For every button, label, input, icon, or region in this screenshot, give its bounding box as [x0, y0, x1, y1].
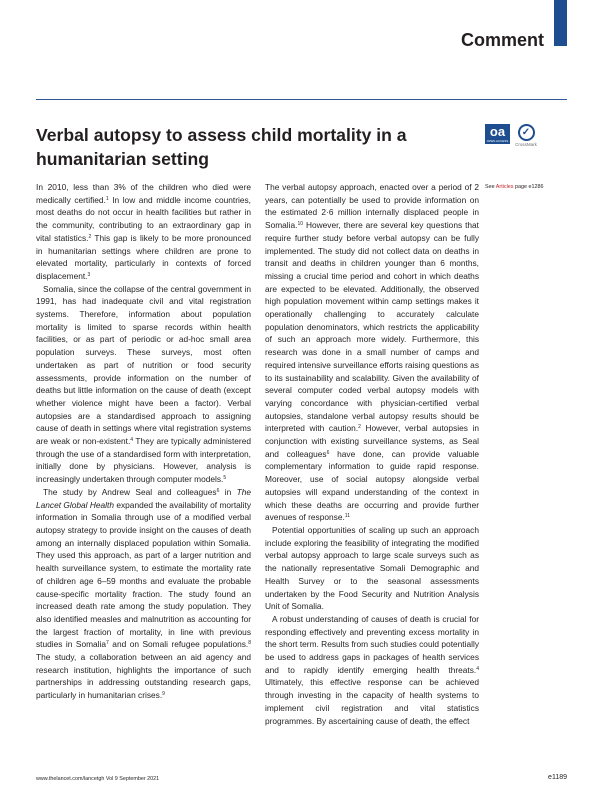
body-paragraph [36, 486, 251, 702]
header-rule [36, 99, 567, 100]
articles-link[interactable]: Articles [495, 184, 514, 190]
reference-marker[interactable]: 4 [476, 665, 479, 672]
reference-marker[interactable]: 10 [297, 221, 304, 228]
oa-badge-label: oa [489, 124, 506, 139]
text-run: The verbal autopsy approach, enacted over a period of 2 years, can potentially be used to provide information on the estimated 2·6 million internally displaced people in Somalia. [265, 182, 479, 231]
reference-marker[interactable]: 6 [326, 449, 330, 456]
related-article-note [485, 184, 543, 190]
text-run: They are typically administered through the use of a standardised form with interpretation, initially done by physicians. However, analysis is increasingly undertaken through computer models. [36, 436, 251, 485]
section-label: Comment [460, 30, 544, 50]
text-run: However, there are several key questions that require further study before verbal autopsy can be fully implemented. The study did not collect data on deaths in transit and deaths in children younger than 6 months, missing a crucial time period and cohort in which deaths are expected to be elevated. Additionally, the observed high population movement within camp settings makes it operationally challenging to accurately calculate population denominators, which restricts the applicability of such an approach more widely. Furthermore, this research was done in a small number of camps and required intensive surveillance efforts raising questions as to its sustainability and scalability. Given the availability of several computer coded verbal autopsy models with varying concordance with physician-certified verbal autopsies, standalone verbal autopsy results should be interpreted with caution. [265, 220, 479, 434]
body-column-left [36, 181, 251, 702]
crossmark-circle: ✓ [518, 124, 535, 141]
page-number: e1189 [548, 774, 567, 781]
text-run: In low and middle income countries, most deaths do not occur in health facilities but rather in the community, contributing to an extraordinary gap in vital statistics. [36, 194, 251, 243]
reference-marker[interactable]: 11 [344, 513, 350, 520]
text-run: A robust understanding of causes of death is crucial for responding effectively and preventing excess mortality in the short term. Results from such studies could potentially be used to address gaps in packages of health services and to rapidly identify emerging health threats. [265, 613, 479, 675]
footer-journal-info: www.thelancet.com/lancetgh Vol 9 September 2021 [36, 776, 160, 782]
text-run: The study, a collaboration between an aid agency and research institution, highlights the importance of such partnerships in addressing outstanding research gaps, particularly in humanitarian crises. [36, 652, 251, 701]
text-run: However, verbal autopsies in conjunction with existing surveillance systems, as Seal and colleagues [265, 423, 479, 459]
body-paragraph [265, 613, 479, 727]
journal-name: The Lancet Global Health [36, 486, 251, 510]
badges [485, 124, 539, 147]
text-run: Somalia, since the collapse of the central government in 1991, has had inadequate civil and vital registration systems. Therefore, information about population mortality is limited to sparse records within health facilities, or as part of periodic or ad-hoc small area population surveys. These surveys, most often undertaken as part of nutrition or food security assessments, provide information on the number of deaths but little information on the cause of death (except whether violence might have been a factor). Verbal autopsies are a standardised approach to assigning cause of death in settings where vital registration systems are weak or non-existent. [36, 283, 251, 447]
journal-edge-bar [554, 0, 567, 46]
text-run: expanded the availability of mortality information in Somalia through use of a modified verbal autopsy strategy to provide insight on the causes of death among an internally displaced population within Somalia. They used this approach, as part of a larger nutrition and health surveillance system, to estimate the mortality rate of children age 6–59 months and evaluate the probable cause-specific mortality fraction. The study found an increased death rate among the study population. They also identified measles and malnutrition as accounting for the largest fraction of mortality, in line with previous studies in Somalia [36, 499, 251, 650]
reference-marker[interactable]: 1 [105, 195, 109, 202]
body-paragraph [265, 181, 479, 524]
open-access-icon[interactable] [485, 124, 510, 144]
article-title: Verbal autopsy to assess child mortality in a humanitarian setting [36, 125, 407, 169]
text-run: In 2010, less than 3% of the children who died were medically certified. [36, 182, 251, 205]
text-run: and on Somali refugee populations. [108, 639, 249, 650]
reference-marker[interactable]: 2 [358, 424, 361, 431]
crossmark-label: CrossMark [515, 142, 537, 147]
text-run: have done, can provide valuable complementary information to guide rapid response. Moreover, use of social autopsy alongside verbal autopsies will expand understanding of the context in which these deaths are occurring and provide further avenues of response. [265, 448, 479, 523]
reference-marker[interactable]: 4 [130, 437, 134, 444]
reference-marker[interactable]: 8 [248, 640, 252, 647]
body-paragraph [265, 524, 479, 613]
text-run: This gap is likely to be more pronounced in humanitarian settings where children are prone to elevated mortality, particularly in contexts of forced displacement. [36, 232, 251, 281]
reference-marker[interactable]: 5 [223, 475, 227, 482]
reference-marker[interactable]: 3 [87, 271, 91, 278]
text-run: in [219, 486, 237, 497]
body-column-right [265, 181, 479, 727]
sidenote-suffix: page e1286 [513, 184, 544, 190]
oa-badge-sublabel: OPEN ACCESS [486, 139, 509, 143]
body-paragraph [36, 181, 251, 283]
text-run: Ultimately, this effective response can be achieved through investing in the capacity of health systems to implement civil registration and vital statistics programmes. By ascertaining cause of death, the effect [265, 677, 479, 726]
reference-marker[interactable]: 6 [216, 487, 220, 494]
body-paragraph [36, 283, 251, 486]
crossmark-icon[interactable] [513, 124, 539, 147]
text-run: Potential opportunities of scaling up such an approach include exploring the feasibility of integrating the modified verbal autopsy approach to large scale surveys such as the nationally representative Somali Demographic and Health Survey or to the seasonal assessments undertaken by the Food Security and Nutrition Analysis Unit of Somalia. [265, 524, 479, 612]
reference-marker[interactable]: 7 [106, 640, 109, 647]
sidenote-prefix: See [485, 184, 496, 190]
reference-marker[interactable]: 2 [88, 233, 92, 240]
text-run: The study by Andrew Seal and colleagues [43, 486, 217, 497]
reference-marker[interactable]: 9 [162, 691, 165, 698]
